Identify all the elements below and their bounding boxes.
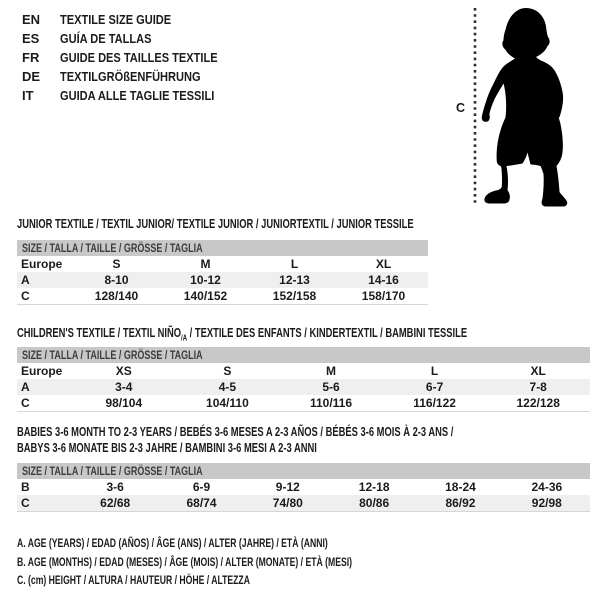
table-cell: 80/86 (359, 496, 390, 510)
language-code: FR (22, 50, 40, 65)
babies-title-line2: BABYS 3-6 MONATE BIS 2-3 JAHRE / BAMBINI 3-6 MESI A 2-3 ANNI (17, 441, 317, 455)
guide-title-es: GUÍA DE TALLAS (60, 31, 152, 46)
size-header-text: SIZE / TALLA / TAILLE / GRÖSSE / TAGLIA (22, 464, 203, 478)
table-cell: 7-8 (529, 380, 547, 394)
table-cell: 6-7 (425, 380, 444, 394)
table-row (17, 288, 428, 305)
language-row (22, 10, 245, 29)
table-cell: M (200, 257, 211, 271)
children-table-grid (17, 363, 590, 412)
children-title-pre: CHILDREN'S TEXTILE / TEXTIL NIÑO (17, 326, 182, 340)
table-cell: XL (375, 257, 392, 271)
table-cell: 5-6 (322, 380, 340, 394)
table-cell: XS (115, 364, 132, 378)
size-header-bar (17, 347, 590, 363)
table-cell: 12-18 (358, 480, 390, 494)
table-cell: 3-4 (115, 380, 133, 394)
size-header-bar (17, 463, 590, 479)
legend (17, 534, 482, 590)
row-label-cell: B (21, 480, 30, 494)
table-cell: 98/104 (105, 396, 143, 410)
table-cell: 140/152 (183, 289, 228, 303)
legend-line-b-text: B. AGE (MONTHS) / EDAD (MESES) / ÂGE (MOIS) / ALTER (MONATE) / ETÀ (MESI) (17, 554, 353, 569)
table-cell: 62/68 (100, 496, 131, 510)
table-cell: 3-6 (106, 480, 124, 494)
size-header-bar (17, 240, 428, 256)
table-cell: 12-13 (279, 273, 310, 287)
table-cell: 128/140 (94, 289, 139, 303)
babies-section-title (17, 424, 599, 456)
table-row (17, 395, 590, 412)
table-row (17, 379, 590, 395)
height-label-c: C (456, 101, 466, 115)
language-code: ES (22, 31, 40, 46)
junior-table-grid (17, 256, 428, 305)
children-size-table (17, 347, 590, 412)
table-cell: 24-36 (531, 480, 563, 494)
table-cell: 6-9 (192, 480, 211, 494)
guide-title-fr: GUIDE DES TAILLES TEXTILE (60, 50, 218, 65)
guide-title-it: GUIDA ALLE TAGLIE TESSILI (60, 88, 215, 103)
table-cell: L (430, 364, 439, 378)
table-cell: M (325, 364, 336, 378)
table-cell: 116/122 (413, 396, 456, 410)
baby-silhouette-icon (482, 8, 568, 207)
table-row (17, 479, 590, 495)
legend-line-c-text: C. (cm) HEIGHT / ALTURA / HAUTEUR / HÖHE / ALTEZZA (17, 573, 250, 587)
babies-title-line1: BABIES 3-6 MONTH TO 2-3 YEARS / BEBÉS 3-6 MESES A 2-3 AÑOS / BÉBÉS 3-6 MOIS À 2-3 ANS / (17, 425, 454, 439)
children-title-post: / TEXTILE DES ENFANTS / KINDERTEXTIL / BAMBINI TESSILE (187, 326, 468, 340)
legend-line-a-text: A. AGE (YEARS) / EDAD (AÑOS) / ÂGE (ANS) / ALTER (JAHRE) / ETÀ (ANNI) (17, 536, 328, 550)
size-header-text: SIZE / TALLA / TAILLE / GRÖSSE / TAGLIA (22, 348, 203, 362)
legend-line-b (17, 553, 482, 572)
table-cell: 9-12 (275, 480, 300, 494)
table-cell: 10-12 (190, 273, 221, 287)
language-row (22, 48, 245, 67)
row-label-cell: C (21, 496, 30, 510)
table-cell: S (223, 364, 232, 378)
junior-section-title (17, 217, 546, 232)
language-code: DE (22, 69, 41, 84)
table-cell: S (112, 257, 121, 271)
children-section-title (17, 326, 600, 346)
language-code: IT (22, 88, 34, 103)
guide-title-en: TEXTILE SIZE GUIDE (60, 12, 172, 27)
table-cell: 92/98 (531, 496, 562, 510)
table-cell: 18-24 (445, 480, 476, 494)
table-row (17, 495, 590, 512)
language-row (22, 86, 245, 105)
row-label-cell: C (21, 289, 30, 303)
row-label-cell: Europe (21, 257, 63, 271)
row-label-cell: Europe (21, 364, 63, 378)
language-code: EN (22, 12, 41, 27)
table-cell: L (290, 257, 299, 271)
babies-size-table (17, 463, 590, 512)
table-cell: 4-5 (218, 380, 237, 394)
legend-line-a (17, 534, 482, 553)
table-cell: 74/80 (272, 496, 303, 510)
children-section-title-text (17, 326, 467, 346)
table-cell: 152/158 (272, 289, 317, 303)
table-cell: 14-16 (368, 273, 399, 287)
language-row (22, 67, 245, 86)
table-cell: 110/116 (309, 396, 353, 410)
babies-table-grid (17, 479, 590, 512)
row-label-cell: C (21, 396, 30, 410)
table-cell: 104/110 (206, 396, 249, 410)
table-row (17, 272, 428, 288)
table-cell: XL (530, 364, 546, 378)
table-cell: 158/170 (361, 289, 406, 303)
language-row (22, 29, 245, 48)
guide-title-de: TEXTILGRÖßENFÜHRUNG (60, 69, 201, 84)
legend-line-c (17, 571, 482, 590)
table-cell: 122/128 (516, 396, 560, 410)
language-title-list (22, 10, 245, 105)
junior-section-title-text: JUNIOR TEXTILE / TEXTIL JUNIOR/ TEXTILE JUNIOR / JUNIORTEXTIL / JUNIOR TESSILE (17, 217, 414, 231)
table-cell: 68/74 (186, 496, 217, 510)
children-title-sub: /A (181, 333, 188, 343)
row-label-cell: A (21, 380, 30, 394)
table-cell: 86/92 (445, 496, 476, 510)
table-row (17, 256, 428, 272)
size-header-text: SIZE / TALLA / TAILLE / GRÖSSE / TAGLIA (22, 241, 203, 255)
table-cell: 8-10 (104, 273, 129, 287)
table-row (17, 363, 590, 379)
junior-size-table (17, 240, 428, 305)
row-label-cell: A (21, 273, 30, 287)
